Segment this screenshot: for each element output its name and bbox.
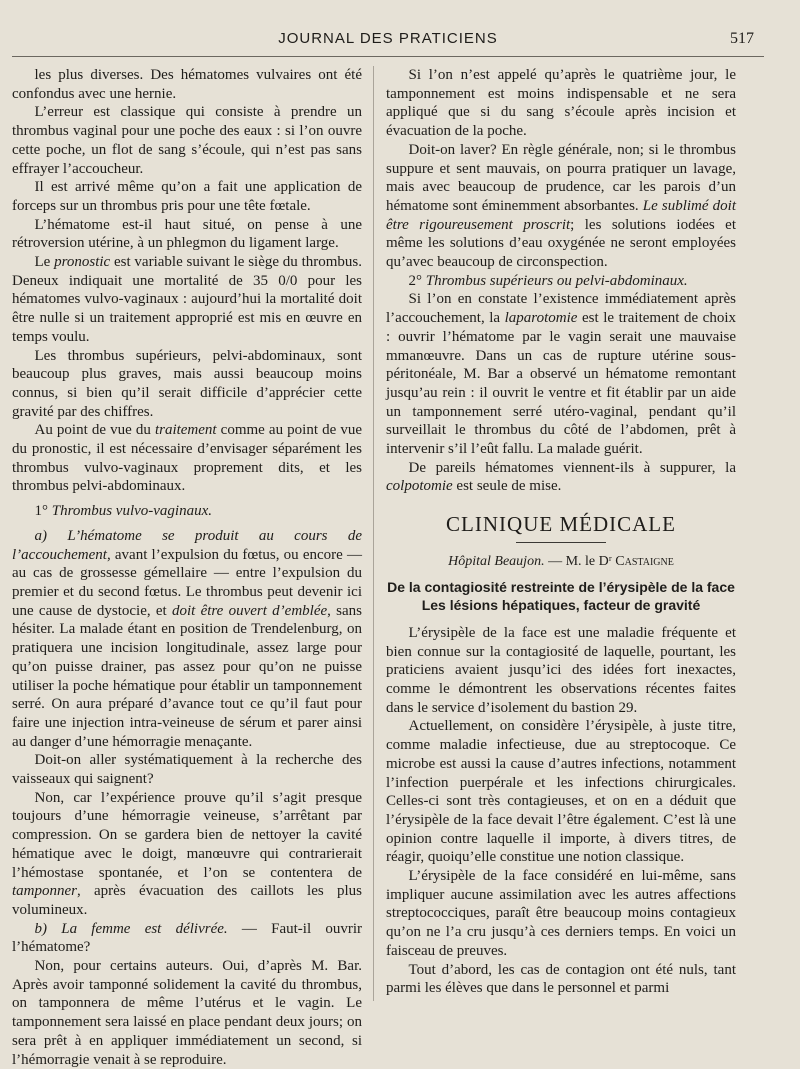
text-run: Non, pour certains auteurs. Oui, d’après M. Bar. Après avoir tamponné solidement la cavité du thrombus, on tamponnera de même l’utérus et le vagin. Le tamponnement sera laissé en place pendant deux jours; on sera prêt à en appliquer immédiatement un second, si l’hémorragie venait à se reproduire. <box>12 958 362 1068</box>
section-title: CLINIQUE MÉDICALE <box>446 512 676 537</box>
paragraph <box>386 66 736 141</box>
italic-text: Thrombus supérieurs ou pelvi-abdominaux. <box>425 272 688 289</box>
italic-text: tamponner <box>12 883 77 900</box>
paragraph <box>386 867 736 961</box>
right-column-paragraphs <box>386 66 736 496</box>
text-run: comme au point de vue du pronostic, il est nécessaire d’envisager séparément les thrombus vulvo-vaginaux proprement dits, et les thrombus pelvi-abdominaux. <box>12 422 362 495</box>
text-run: est seule de mise. <box>452 478 562 495</box>
italic-text: pronostic <box>54 254 111 271</box>
paragraph <box>12 103 362 178</box>
italic-text: b) La femme est délivrée. <box>34 920 228 937</box>
article-title-line-2: Les lésions hépatiques, facteur de gravité <box>421 596 701 613</box>
italic-text: a) <box>34 527 68 544</box>
paragraph <box>386 961 736 998</box>
text-run: L’erreur est classique qui consiste à prendre un thrombus vaginal pour une poche des eaux : si l’on ouvre cette poche, un flot de sang s’écoule, qui n’est pas sans effrayer l’accoucheur. <box>12 104 362 177</box>
text-run: est le traitement de choix : ouvrir l’hématome par le vagin serait une mauvaise mmanœuvre. Dans un cas de rupture utérine sous-péritonéale, M. Bar a observé un hématome remontant jusqu’au rein : il ouvrit le ventre et fit établir par un aide un tamponnement serré utéro-vaginal, pendant qu’il surveillait le thrombus du côté de l’abdomen, prêt à intervenir s’il l’eût fallu. La malade guérit. <box>386 310 736 458</box>
paragraph <box>12 253 362 347</box>
left-column <box>12 66 362 1069</box>
paragraph <box>12 347 362 422</box>
text-run: — Faut-il ouvrir l’hématome? <box>12 920 362 956</box>
text-run: les plus diverses. Des hématomes vulvaires ont été confondus avec une hernie. <box>12 67 362 102</box>
text-run: L’hématome est-il haut situé, on pense à une rétroversion utérine, à un phlegmon du ligament large. <box>12 216 362 252</box>
italic-text: L’hématome se produit au cours de l’accouchement <box>12 527 362 563</box>
section-ornament-rule <box>516 542 606 543</box>
paragraph <box>386 624 736 718</box>
article-title <box>386 578 736 614</box>
paragraph <box>12 216 362 253</box>
right-column <box>386 66 736 998</box>
italic-text: Le sublimé doit être rigoureusement proscrit <box>386 197 736 233</box>
text-run: 1° <box>34 503 52 520</box>
text-run: Le <box>34 254 55 271</box>
text-run: , après évacuation des caillots les plus volumineux. <box>12 883 362 918</box>
italic-text: laparotomie <box>504 310 578 327</box>
paragraph <box>12 178 362 215</box>
text-run: Actuellement, on considère l’érysipèle, à juste titre, comme maladie infectieuse, due au streptocoque. Ce microbe est aussi la cause d’autres infections, notamment l’infection puerpérale et les infections chirurgicales. Celles-ci sont très contagieuses, et on en a déduit que l’érysipèle de la face devait l’être également. C’est là une opinion contre laquelle il importe, à divers titres, de réagir, quoiqu’elle constitue une notion classique. <box>386 718 736 866</box>
paragraph <box>386 459 736 496</box>
text-run: est variable suivant le siège du thrombus. Deneux indiquait une mortalité de 35 0/0 pour les hématomes vulvo-vaginaux : aujourd’hui la mortalité doit être nulle si un traitement approprié est mis en œuvre en temps voulu. <box>12 254 362 345</box>
text-run: , avant l’expulsion du fœtus, ou encore — au cas de grossesse gémellaire — entre l’expulsion du premier et du second fœtus. Le thrombus peut devenir ici une cause de dystocie, et <box>12 546 362 619</box>
paragraph <box>12 920 362 957</box>
running-title: JOURNAL DES PRATICIENS <box>278 30 498 47</box>
text-run: De pareils hématomes viennent-ils à suppurer, la <box>408 459 736 476</box>
text-run: Si l’on en constate l’existence immédiatement après l’accouchement, la <box>386 291 736 327</box>
paragraph <box>12 751 362 788</box>
text-run: ; les solutions iodées et même les solutions d’eau oxygénée ne seront employées qu’avec beaucoup de circonspection. <box>386 216 736 271</box>
text-run: 2° <box>408 272 426 289</box>
text-run: L’érysipèle de la face est une maladie fréquente et bien connue sur la contagiosité de laquelle, pourtant, les praticiens avaient jusqu’ici des idées fort inexactes, comme le démontrent les observations récentes faites dans le service d’isolement du bastion 29. <box>386 624 736 716</box>
running-head <box>12 28 764 52</box>
text-run: Les thrombus supérieurs, pelvi-abdominaux, sont beaucoup plus graves, mais aussi beaucoup moins connus, si bien qu’il serait difficile d’apprécier cette gravité par des chiffres. <box>12 347 362 420</box>
text-run: Il est arrivé même qu’on a fait une application de forceps sur un thrombus pris pour une tête fœtale. <box>12 179 362 214</box>
paragraph <box>12 66 362 103</box>
text-run: Tout d’abord, les cas de contagion ont été nuls, tant parmi les élèves que dans le personnel et parmi <box>386 961 736 997</box>
text-run: Au point de vue du <box>34 422 155 439</box>
paragraph <box>386 272 736 291</box>
article-title-line-1: De la contagiosité restreinte de l’érysipèle de la face <box>387 578 735 595</box>
hospital-line <box>386 553 736 572</box>
text-run: Doit-on aller systématiquement à la recherche des vaisseaux qui saignent? <box>12 752 362 788</box>
text-run: Si l’on n’est appelé qu’après le quatrième jour, le tamponnement est moins indispensable et ne sera appliqué que si du sang s’écoule après incision et évacuation de la poche. <box>386 67 736 140</box>
text-run: Non, car l’expérience prouve qu’il s’agit presque toujours d’une hémorragie veineuse, s’arrêtant par compression. On se gardera bien de nettoyer la cavité hématique avec le doigt, manœuvre qui contrarierait l’hémostase spontanée, et l’on se contentera de <box>12 789 362 881</box>
paragraph <box>12 421 362 496</box>
column-divider <box>373 66 374 1001</box>
paragraph <box>386 290 736 458</box>
italic-text: doit être ouvert d’emblée <box>171 602 328 619</box>
italic-text: traitement <box>154 422 217 439</box>
italic-text: Thrombus vulvo-vaginaux. <box>51 503 213 520</box>
header-rule <box>12 56 764 57</box>
paragraph <box>386 141 736 272</box>
paragraph <box>12 957 362 1069</box>
paragraph <box>386 717 736 867</box>
text-run: L’érysipèle de la face considéré en lui-même, sans impliquer aucune assimilation avec les autres affections streptococciques, paraît être beaucoup moins contagieux qu’on ne l’a cru jusqu’à ces derniers temps. En voici un faisceau de preuves. <box>386 868 736 959</box>
text-run: , sans hésiter. La malade étant en position de Trendelenburg, on pratiquera une incision longitudinale, assez large pour qu’on puisse drainer, pas assez pour qu’on ne puisse utiliser la poche hématique pour établir un tamponnement serré. On aura préparé d’avance tout ce qu’il faut pour faire une injection intra-veineuse de sérum et parer ainsi au danger d’une hémorragie menaçante. <box>12 602 362 750</box>
paragraph <box>12 502 362 521</box>
article-body <box>386 624 736 998</box>
doctor-prefix: — M. le Dʳ <box>544 554 616 570</box>
doctor-name: Castaigne <box>615 554 674 570</box>
paragraph <box>12 527 362 751</box>
page-number: 517 <box>730 30 754 47</box>
italic-text: colpotomie <box>386 478 453 495</box>
hospital-name: Hôpital Beaujon. <box>448 554 545 570</box>
paragraph <box>12 789 362 920</box>
text-run: Doit-on laver? En règle générale, non; si le thrombus suppure et sent mauvais, on pourra pratiquer un lavage, mais avec beaucoup de prudence, car les parois d’un hématome sont éminemment absorbantes. <box>386 141 736 214</box>
